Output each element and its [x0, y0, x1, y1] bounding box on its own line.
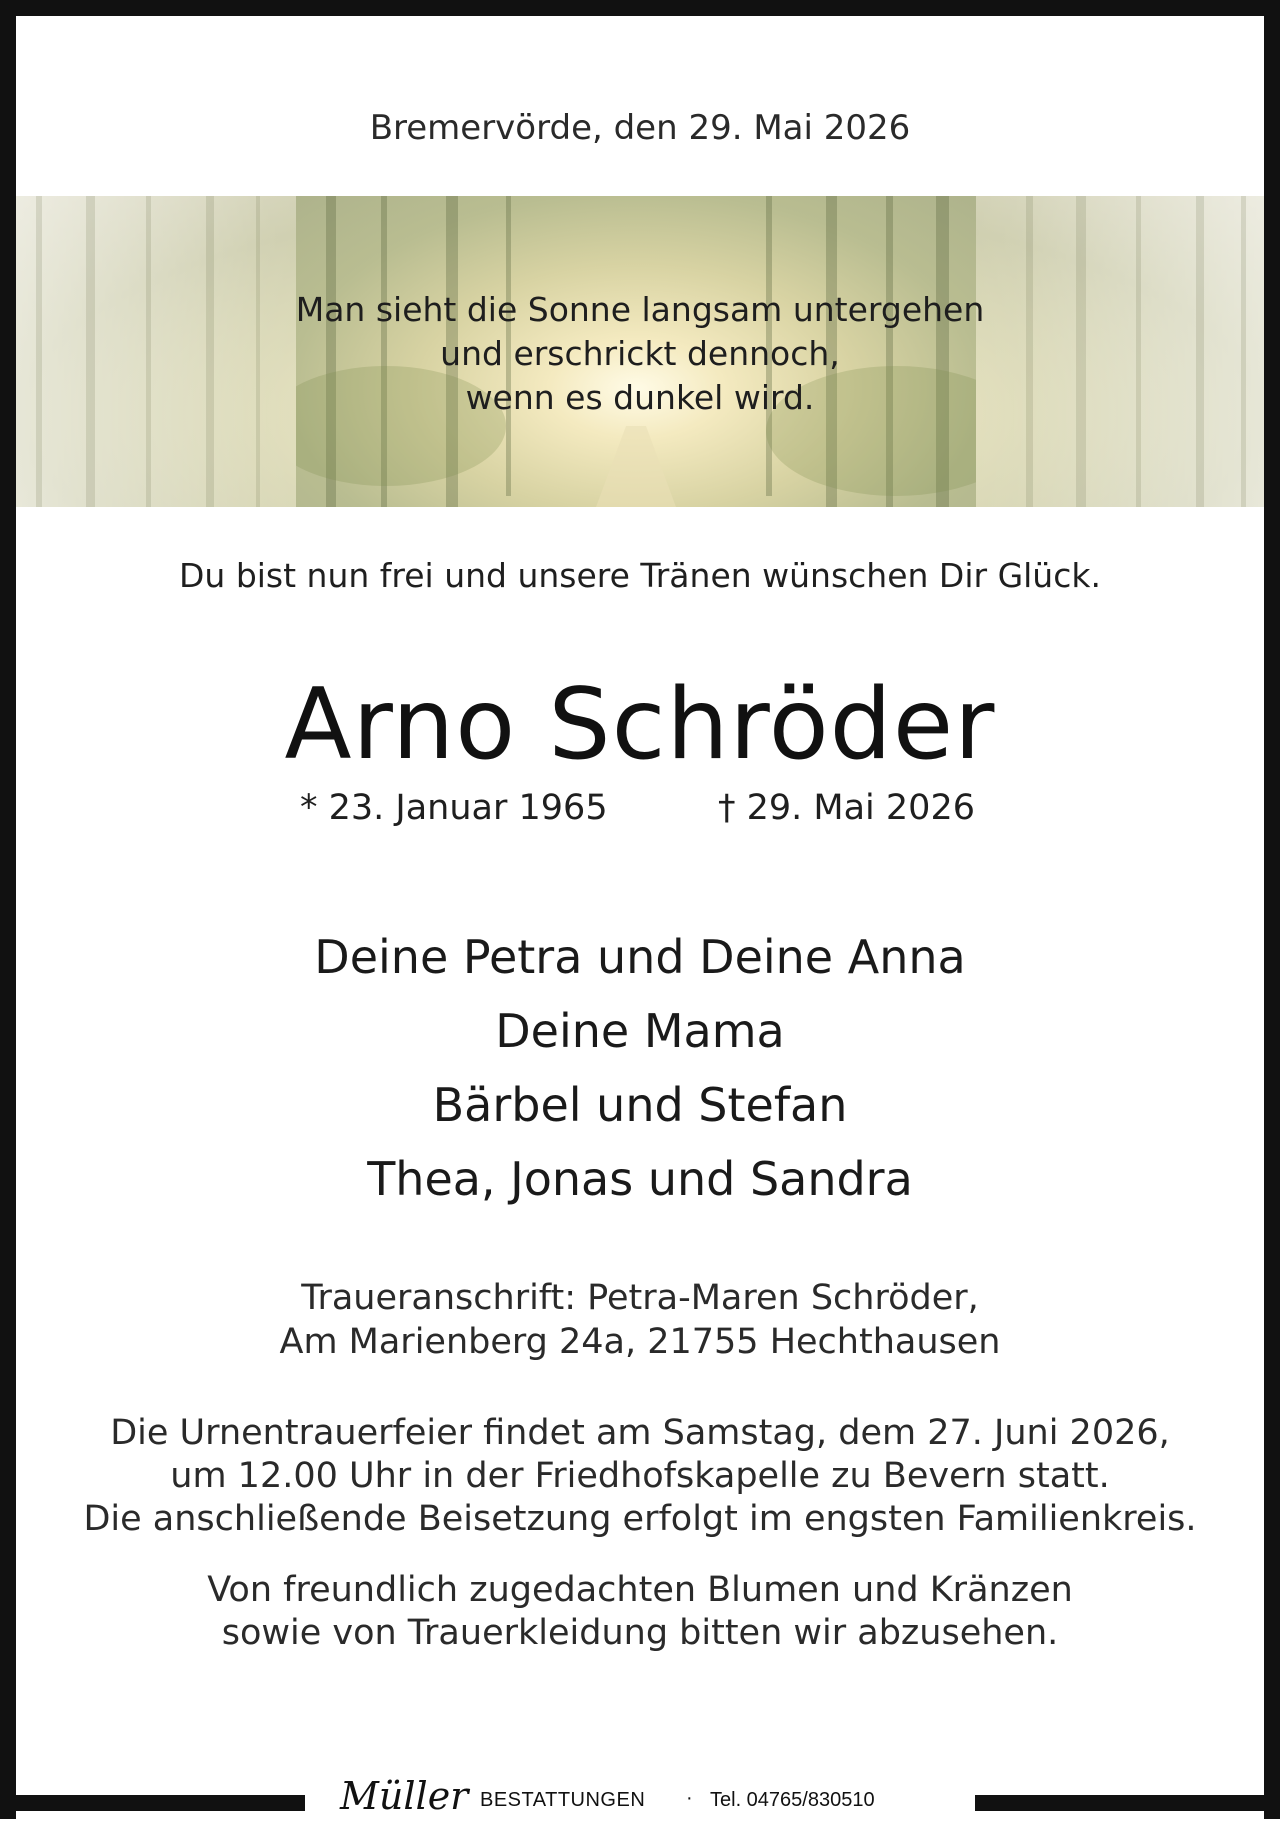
- farewell-line: Du bist nun frei und unsere Tränen wünschen Dir Glück.: [179, 556, 1101, 595]
- funeral-home-name: BESTATTUNGEN: [480, 1789, 646, 1811]
- death-date: † 29. Mai 2026: [718, 788, 975, 828]
- mourner-line: Deine Mama: [495, 1004, 785, 1058]
- mourner-line: Deine Petra und Deine Anna: [314, 930, 966, 984]
- border-top: [0, 0, 1280, 16]
- border-bottom-left: [0, 1795, 305, 1811]
- flowers-note: [16, 1569, 1264, 1655]
- mourner-line: Thea, Jonas und Sandra: [367, 1152, 913, 1206]
- quote-line: wenn es dunkel wird.: [465, 378, 815, 417]
- forest-banner: [16, 196, 1264, 507]
- place-date: Bremervörde, den 29. Mai 2026: [369, 108, 911, 148]
- flowers-line: Von freundlich zugedachten Blumen und Kränzen: [207, 1570, 1073, 1610]
- funeral-home-footer: [340, 1774, 960, 1822]
- ceremony-line: Die anschließende Beisetzung erfolgt im engsten Familienkreis.: [83, 1499, 1197, 1539]
- mourning-address: [16, 1276, 1264, 1364]
- banner-quote: [16, 288, 1264, 420]
- quote-line: und erschrickt dennoch,: [440, 334, 840, 373]
- ceremony-info: [16, 1412, 1264, 1541]
- flowers-line: sowie von Trauerkleidung bitten wir abzusehen.: [221, 1613, 1059, 1653]
- birth-date: * 23. Januar 1965: [300, 788, 608, 828]
- border-right: [1264, 0, 1280, 1819]
- deceased-name: Arno Schröder: [284, 668, 996, 782]
- border-left: [0, 0, 16, 1819]
- border-bottom-right: [975, 1795, 1280, 1811]
- mourner-line: Bärbel und Stefan: [432, 1078, 848, 1132]
- ceremony-line: Die Urnentrauerfeier findet am Samstag, dem 27. Juni 2026,: [110, 1413, 1170, 1453]
- address-line: Traueranschrift: Petra-Maren Schröder,: [301, 1278, 979, 1318]
- address-line: Am Marienberg 24a, 21755 Hechthausen: [279, 1322, 1001, 1362]
- funeral-home-phone: Tel. 04765/830510: [710, 1789, 875, 1811]
- quote-line: Man sieht die Sonne langsam untergehen: [295, 290, 985, 329]
- footer-separator: ·: [686, 1787, 693, 1809]
- funeral-home-logo: Müller: [340, 1774, 469, 1818]
- mourners-list: [16, 920, 1264, 1216]
- ceremony-line: um 12.00 Uhr in der Friedhofskapelle zu Bevern statt.: [170, 1456, 1110, 1496]
